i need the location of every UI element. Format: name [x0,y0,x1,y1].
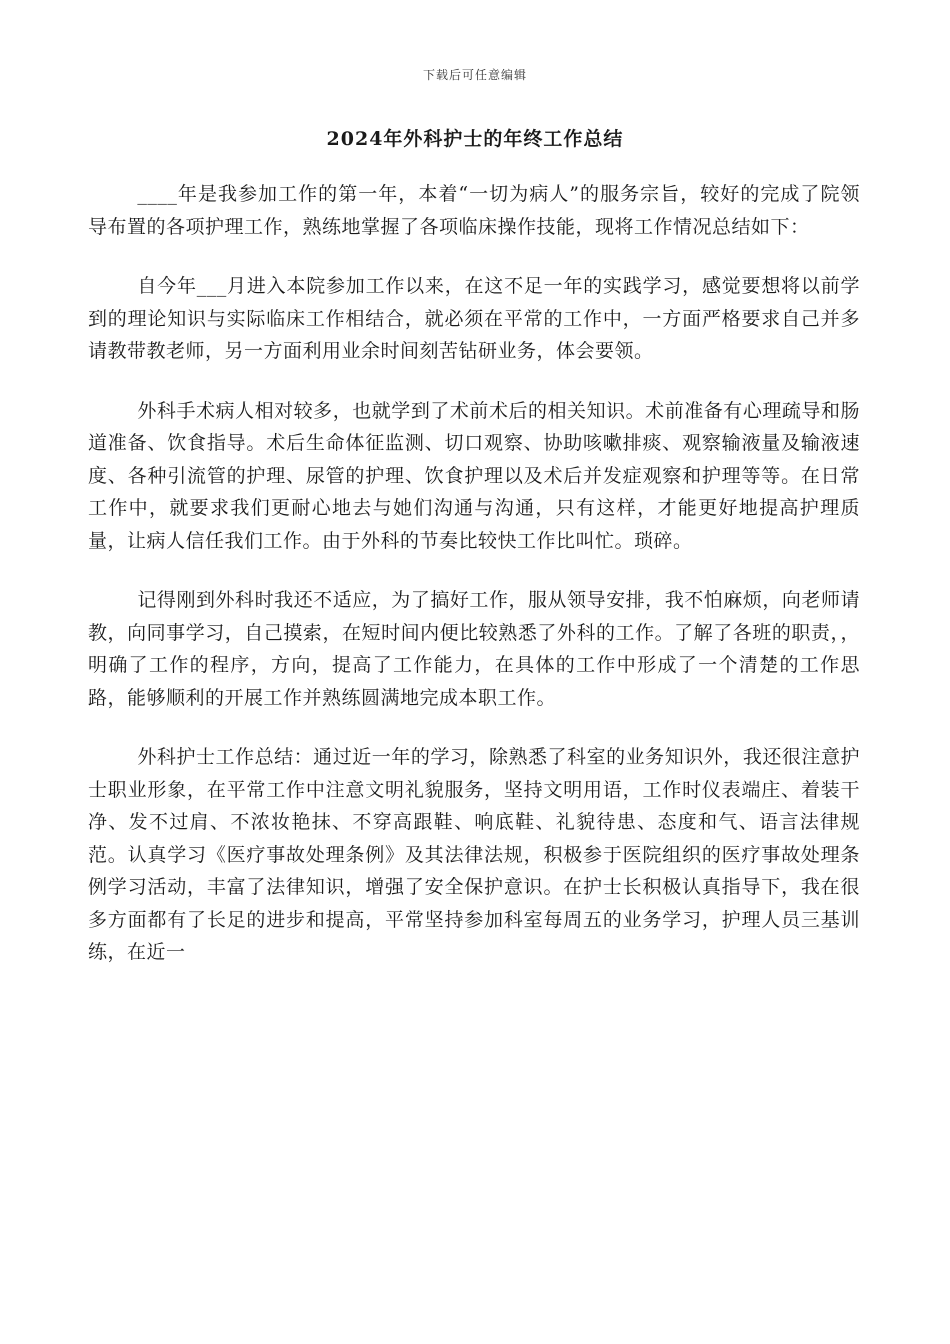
paragraph-4: 记得刚到外科时我还不适应，为了搞好工作，服从领导安排，我不怕麻烦，向老师请教，向同事学习，自己摸索，在短时间内便比较熟悉了外科的工作。了解了各班的职责，，明确了工作的程序，方向，提高了工作能力，在具体的工作中形成了一个清楚的工作思路，能够顺利的开展工作并熟练圆满地完成本职工作。 [88,589,860,709]
paragraph-3: 外科手术病人相对较多，也就学到了术前术后的相关知识。术前准备有心理疏导和肠道准备、饮食指导。术后生命体征监测、切口观察、协助咳嗽排痰、观察输液量及输液速度、各种引流管的护理、尿管的护理、饮食护理以及术后并发症观察和护理等等。在日常工作中，就要求我们更耐心地去与她们沟通与沟通，只有这样，才能更好地提高护理质量，让病人信任我们工作。由于外科的节奏比较快工作比叫忙。琐碎。 [88,399,860,552]
paragraph-1: ____年是我参加工作的第一年，本着“一切为病人”的服务宗旨，较好的完成了院领导布置的各项护理工作，熟练地掌握了各项临床操作技能，现将工作情况总结如下： [88,183,860,238]
document-body [88,178,860,996]
paragraph-5: 外科护士工作总结：通过近一年的学习，除熟悉了科室的业务知识外，我还很注意护士职业形象，在平常工作中注意文明礼貌服务，坚持文明用语，工作时仪表端庄、着装干净、发不过肩、不浓妆艳抹、不穿高跟鞋、响底鞋、礼貌待患、态度和气、语言法律规范。认真学习《医疗事故处理条例》及其法律法规，积极参于医院组织的医疗事故处理条例学习活动，丰富了法律知识，增强了安全保护意识。在护士长积极认真指导下，我在很多方面都有了长足的进步和提高，平常坚持参加科室每周五的业务学习，护理人员三基训练，在近一 [88,746,860,963]
paragraph-2: 自今年___月进入本院参加工作以来，在这不足一年的实践学习，感觉要想将以前学到的理论知识与实际临床工作相结合，就必须在平常的工作中，一方面严格要求自己并多请教带教老师，另一方面利用业余时间刻苦钻研业务，体会要领。 [88,275,860,362]
document-title: 2024年外科护士的年终工作总结 [326,128,624,150]
header-note: 下载后可任意编辑 [422,68,527,82]
